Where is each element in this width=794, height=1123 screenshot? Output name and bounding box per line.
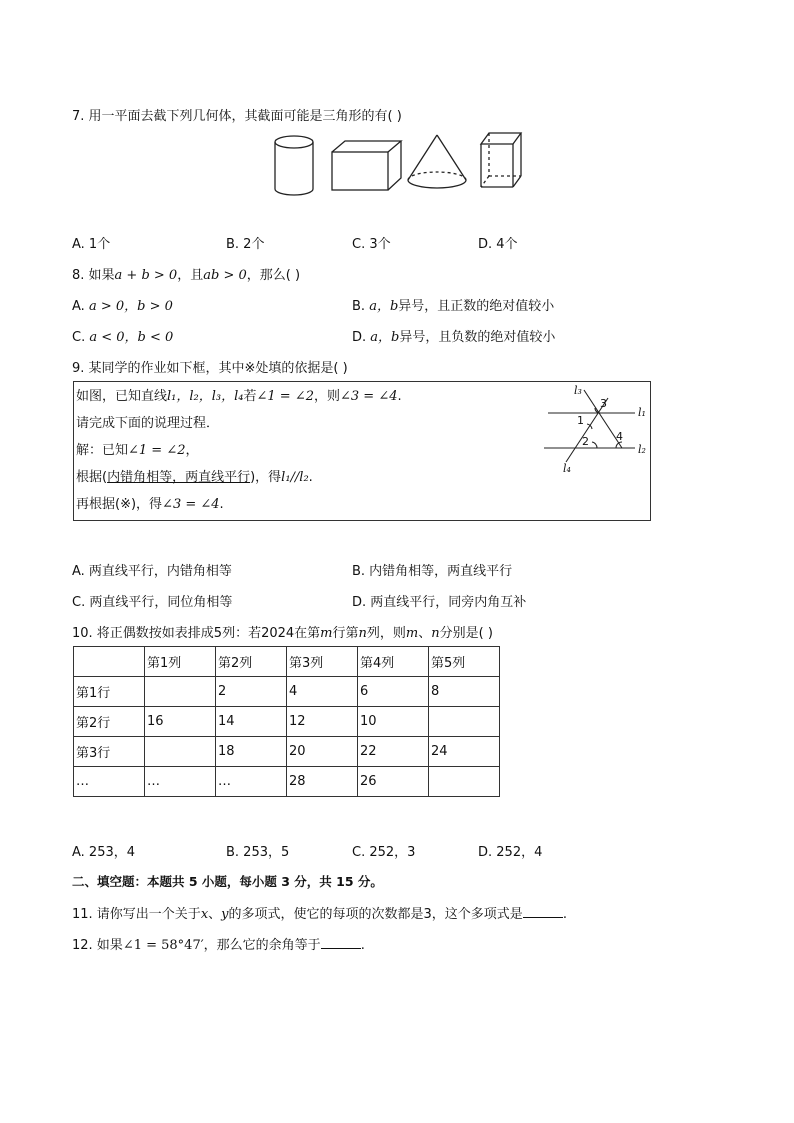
table-row-header: … bbox=[74, 767, 145, 797]
q9-label-l1: l₁ bbox=[638, 406, 646, 419]
q12-stem: 12. 如果∠1 = 58°47′，那么它的余角等于 . bbox=[72, 938, 365, 953]
q9-option-d: D. 两直线平行，同旁内角互补 bbox=[352, 595, 527, 610]
table-header-cell: 第2列 bbox=[216, 647, 287, 677]
table-cell bbox=[145, 677, 216, 707]
q9-angle-2: 2 bbox=[582, 435, 589, 448]
cone-shape bbox=[408, 135, 466, 188]
q10-option-b: B. 253，5 bbox=[226, 845, 290, 860]
table-cell bbox=[429, 767, 500, 797]
q9-box-line1: 如图，已知直线l₁，l₂，l₃，l₄若∠1 = ∠2，则∠3 = ∠4. bbox=[76, 389, 402, 404]
table-cell: 26 bbox=[358, 767, 429, 797]
q9-option-a: A. 两直线平行，内错角相等 bbox=[72, 564, 232, 579]
q9-option-b: B. 内错角相等，两直线平行 bbox=[352, 564, 513, 579]
table-row-header: 第1行 bbox=[74, 677, 145, 707]
q9-box-line3: 解：已知∠1 = ∠2， bbox=[76, 443, 199, 458]
q7-option-c: C. 3个 bbox=[352, 237, 391, 252]
table-row bbox=[74, 647, 500, 677]
q9-box-line4: 根据(内错角相等，两直线平行)，得l₁//l₂. bbox=[76, 470, 313, 485]
cuboid-shape bbox=[332, 141, 401, 190]
q8-option-d: D. a，b异号，且负数的绝对值较小 bbox=[352, 330, 556, 345]
q9-angle-3: 3 bbox=[600, 397, 607, 410]
q9-label-l3: l₃ bbox=[574, 384, 582, 397]
table-cell: 12 bbox=[287, 707, 358, 737]
q9-box-line2: 请完成下面的说理过程． bbox=[76, 416, 220, 431]
table-cell: 4 bbox=[287, 677, 358, 707]
q9-angle-4: 4 bbox=[616, 430, 623, 443]
q10-stem: 10. 将正偶数按如表排成5列：若2024在第m行第n列，则m、n分别是( ) bbox=[72, 626, 493, 641]
q10-option-d: D. 252，4 bbox=[478, 845, 543, 860]
table-cell: 14 bbox=[216, 707, 287, 737]
table-cell: 8 bbox=[429, 677, 500, 707]
table-header-cell: 第5列 bbox=[429, 647, 500, 677]
table-cell: 2 bbox=[216, 677, 287, 707]
q9-label-l4: l₄ bbox=[563, 462, 571, 475]
table-cell: 10 bbox=[358, 707, 429, 737]
table-row bbox=[74, 737, 500, 767]
table-cell: 22 bbox=[358, 737, 429, 767]
q10-option-a: A. 253，4 bbox=[72, 845, 136, 860]
table-cell: 18 bbox=[216, 737, 287, 767]
cylinder-shape bbox=[275, 136, 313, 195]
table-row bbox=[74, 677, 500, 707]
table-cell bbox=[429, 707, 500, 737]
table-cell: 16 bbox=[145, 707, 216, 737]
table-cell: … bbox=[216, 767, 287, 797]
q7-solids-figure bbox=[270, 130, 530, 196]
table-cell: 20 bbox=[287, 737, 358, 767]
q8-stem: 8. 如果a + b > 0，且ab > 0，那么( ) bbox=[72, 268, 301, 283]
table-row-header: 第3行 bbox=[74, 737, 145, 767]
table-row bbox=[74, 767, 500, 797]
table-cell: … bbox=[145, 767, 216, 797]
q10-option-c: C. 252，3 bbox=[352, 845, 416, 860]
q11-stem: 11. 请你写出一个关于x、y的多项式，使它的每项的次数都是3，这个多项式是 . bbox=[72, 907, 567, 922]
q9-label-l2: l₂ bbox=[638, 443, 646, 456]
table-row-header: 第2行 bbox=[74, 707, 145, 737]
q7-option-d: D. 4个 bbox=[478, 237, 518, 252]
q8-option-c: C. a < 0，b < 0 bbox=[72, 330, 174, 345]
q9-lines-figure bbox=[540, 384, 648, 480]
q11-answer-blank[interactable] bbox=[523, 905, 563, 918]
q7-stem: 7. 用一平面去截下列几何体，其截面可能是三角形的有( ) bbox=[72, 109, 402, 124]
q8-option-a: A. a > 0，b > 0 bbox=[72, 299, 173, 314]
table-cell: 6 bbox=[358, 677, 429, 707]
q9-angle-1: 1 bbox=[577, 414, 584, 427]
table-cell bbox=[145, 737, 216, 767]
q10-even-number-table bbox=[73, 646, 500, 797]
table-cell bbox=[74, 647, 145, 677]
table-header-cell: 第3列 bbox=[287, 647, 358, 677]
q9-stem: 9. 某同学的作业如下框，其中※处填的依据是( ) bbox=[72, 361, 348, 376]
q12-answer-blank[interactable] bbox=[321, 936, 361, 949]
q7-option-b: B. 2个 bbox=[226, 237, 265, 252]
prism-shape bbox=[481, 133, 521, 187]
table-cell: 28 bbox=[287, 767, 358, 797]
q8-option-b: B. a，b异号，且正数的绝对值较小 bbox=[352, 299, 555, 314]
table-header-cell: 第4列 bbox=[358, 647, 429, 677]
q9-box-line5: 再根据(※)，得∠3 = ∠4. bbox=[76, 497, 224, 512]
table-header-cell: 第1列 bbox=[145, 647, 216, 677]
table-row bbox=[74, 707, 500, 737]
table-cell: 24 bbox=[429, 737, 500, 767]
section-heading-fill-in: 二、填空题：本题共 5 小题，每小题 3 分，共 15 分。 bbox=[72, 874, 383, 889]
q7-option-a: A. 1个 bbox=[72, 237, 111, 252]
q9-option-c: C. 两直线平行，同位角相等 bbox=[72, 595, 233, 610]
